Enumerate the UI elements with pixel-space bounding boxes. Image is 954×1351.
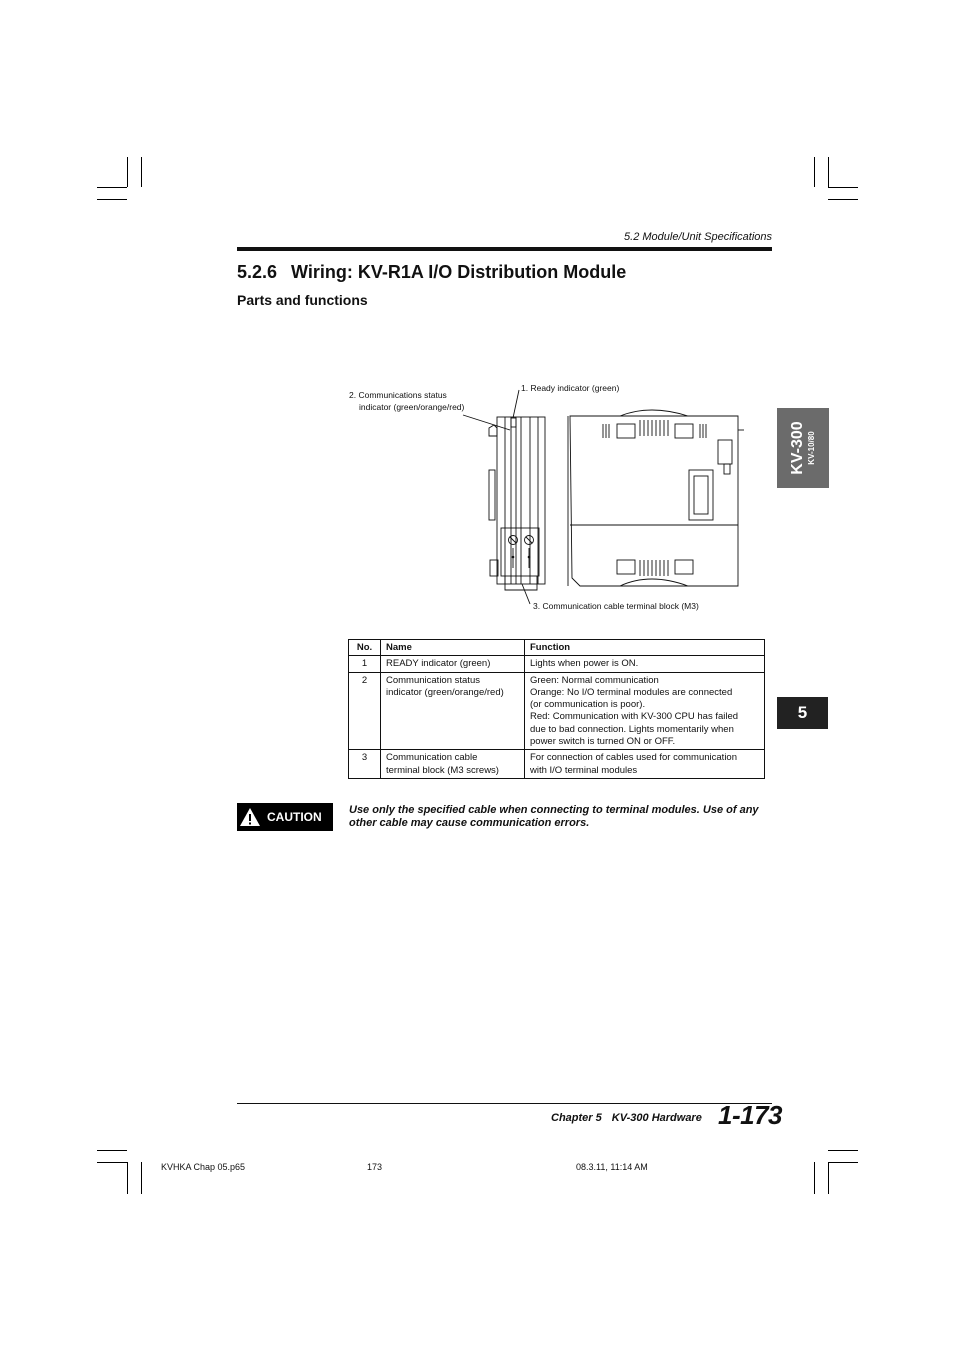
section-title bbox=[237, 262, 626, 283]
slug-file: KVHKA Chap 05.p65 bbox=[161, 1162, 246, 1172]
table-cell-name: Communication cable terminal block (M3 screws) bbox=[381, 750, 525, 779]
table-row bbox=[349, 672, 765, 750]
table-header-function: Function bbox=[525, 640, 765, 656]
slug-datetime: 08.3.11, 11:14 AM bbox=[576, 1162, 648, 1172]
section-title-text: Wiring: KV-R1A I/O Distribution Module bbox=[291, 262, 627, 282]
caution-label: CAUTION bbox=[267, 810, 322, 824]
slug-page: 173 bbox=[367, 1162, 383, 1172]
side-tab-model-sub: KV-10/80 bbox=[807, 431, 816, 465]
table-cell-function: For connection of cables used for communication with I/O terminal modules bbox=[525, 750, 765, 779]
callout-terminal-block: 3. Communication cable terminal block (M3) bbox=[533, 601, 699, 611]
page-number: 1-173 bbox=[718, 1100, 782, 1130]
table-cell-no: 1 bbox=[349, 656, 381, 672]
table-cell-no: 2 bbox=[349, 672, 381, 750]
side-tab-model-name: KV-300 bbox=[789, 421, 806, 475]
table-cell-name: READY indicator (green) bbox=[381, 656, 525, 672]
parts-table bbox=[348, 639, 765, 779]
footer-rule bbox=[237, 1103, 772, 1104]
table-cell-function: Green: Normal communication Orange: No I/O terminal modules are connected (or communication is poor). Red: Communication with KV-300 CPU has failed due to bad connection. Lights momentarily when power switch is turned ON or OFF. bbox=[525, 672, 765, 750]
side-tab-chapter: 5 bbox=[777, 697, 828, 729]
section-number: 5.2.6 bbox=[237, 262, 278, 282]
module-drawing bbox=[330, 380, 750, 620]
subsection-title: Parts and functions bbox=[237, 292, 368, 308]
header-rule bbox=[237, 247, 772, 251]
callout-comm-status-line1: 2. Communications status bbox=[349, 390, 447, 400]
table-cell-no: 3 bbox=[349, 750, 381, 779]
callout-comm-status-line2: indicator (green/orange/red) bbox=[359, 402, 465, 412]
caution-text: Use only the specified cable when connecting to terminal modules. Use of any other cable may cause communication errors. bbox=[349, 804, 759, 829]
caution-badge bbox=[237, 803, 333, 831]
footer-chapter-number: Chapter 5 bbox=[551, 1112, 602, 1124]
table-row bbox=[349, 656, 765, 672]
warning-triangle-icon bbox=[239, 807, 261, 827]
footer-chapter bbox=[551, 1112, 702, 1124]
table-header-name: Name bbox=[381, 640, 525, 656]
running-head: 5.2 Module/Unit Specifications bbox=[624, 231, 772, 243]
table-cell-function: Lights when power is ON. bbox=[525, 656, 765, 672]
callout-ready-indicator: 1. Ready indicator (green) bbox=[521, 383, 620, 393]
side-tab-model bbox=[777, 408, 829, 488]
table-header-row bbox=[349, 640, 765, 656]
table-cell-name: Communication status indicator (green/orange/red) bbox=[381, 672, 525, 750]
footer-chapter-title: KV-300 Hardware bbox=[611, 1112, 702, 1124]
table-row bbox=[349, 750, 765, 779]
table-header-no: No. bbox=[349, 640, 381, 656]
